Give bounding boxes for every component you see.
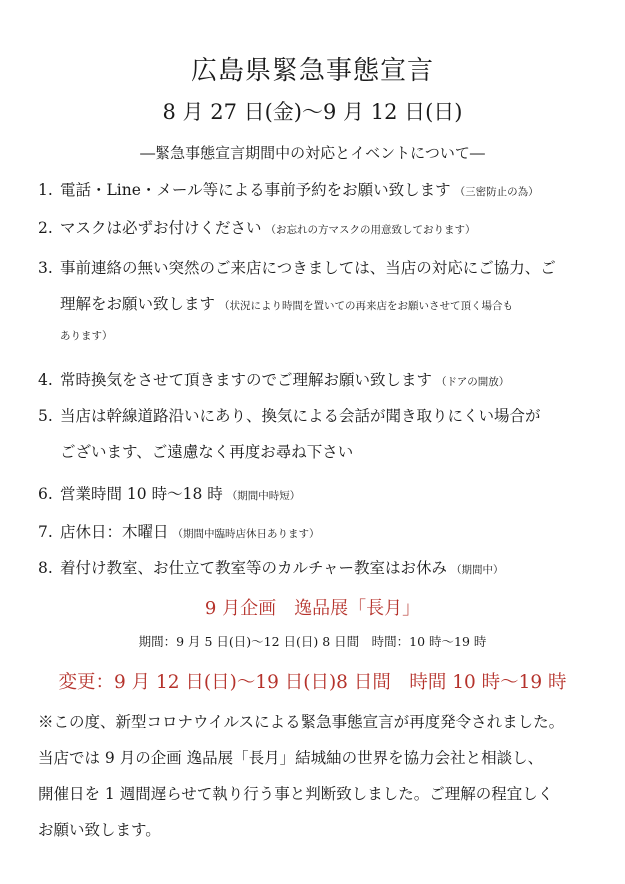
subtitle: ―緊急事態宣言期間中の対応とイベントについて―: [140, 144, 485, 162]
item-number: 5.: [38, 407, 53, 425]
list-item: [38, 398, 598, 470]
list-item: [38, 514, 598, 552]
list-item: [38, 210, 598, 248]
item-continuation: [38, 434, 598, 470]
list-item: [38, 550, 598, 588]
list-item: [38, 172, 598, 210]
paragraph-line: 開催日を 1 週間遅らせて執り行う事と判断致しました。ご理解の程宜しく: [38, 785, 554, 803]
item-note: （期間中臨時店休日あります）: [172, 528, 320, 540]
item-number: 7.: [38, 523, 53, 541]
paragraph-line: 当店では 9 月の企画 逸品展「長月」結城紬の世界を協力会社と相談し、: [38, 749, 544, 767]
item-text: 着付け教室、お仕立て教室等のカルチャー教室はお休み: [60, 559, 448, 577]
item-text: 営業時間 10 時〜18 時: [60, 485, 223, 503]
item-text: 常時換気をさせて頂きますのでご理解お願い致します: [60, 371, 433, 389]
page-title: 広島県緊急事態宣言: [190, 56, 434, 86]
event-title: 9 月企画 逸品展「長月」: [204, 598, 421, 619]
item-number: 4.: [38, 371, 53, 389]
item-text: 事前連絡の無い突然のご来店につきましては、当店の対応にご協力、ご: [60, 259, 556, 277]
list-item: [38, 476, 598, 514]
item-number: 6.: [38, 485, 53, 503]
item-number: 3.: [38, 259, 53, 277]
item-text: マスクは必ずお付けください: [60, 219, 262, 237]
paragraph-line: お願い致します。: [38, 821, 161, 839]
item-note-cont: あります）: [60, 330, 113, 342]
item-continuation: [38, 286, 598, 324]
item-note: （三密防止の為）: [454, 186, 539, 198]
item-note: （お忘れの方マスクの用意致しております）: [265, 224, 476, 236]
event-change-notice: 変更：9 月 12 日(日)〜19 日(日)8 日間 時間 10 時〜19 時: [58, 672, 567, 693]
item-text-cont: ございます、ご遠慮なく再度お尋ね下さい: [60, 443, 354, 461]
item-number: 2.: [38, 219, 53, 237]
paragraph-line: ※この度、新型コロナウイルスによる緊急事態宣言が再度発令されました。: [38, 713, 565, 731]
item-text: 当店は幹線道路沿いにあり、換気による会話が聞き取りにくい場合が: [60, 407, 541, 425]
item-number: 1.: [38, 181, 53, 199]
item-note: （ドアの開放）: [436, 376, 510, 388]
item-note: （期間中時短）: [226, 490, 301, 502]
list-item: [38, 250, 598, 348]
item-note: （期間中）: [451, 564, 504, 576]
period-dates: 8 月 27 日(金)〜9 月 12 日(日): [162, 100, 463, 124]
announcement-paragraph: [38, 704, 618, 848]
event-period: 期間：9 月 5 日(日)〜12 日(日) 8 日間 時間：10 時〜19 時: [138, 634, 487, 649]
item-note: （状況により時間を置いての再来店をお願いさせて頂く場合も: [219, 300, 514, 312]
list-item: [38, 362, 598, 400]
item-number: 8.: [38, 559, 53, 577]
item-text: 電話・Line・メール等による事前予約をお願い致します: [60, 181, 451, 199]
item-text-cont: 理解をお願い致します: [60, 295, 216, 313]
item-text: 店休日：木曜日: [60, 523, 169, 541]
